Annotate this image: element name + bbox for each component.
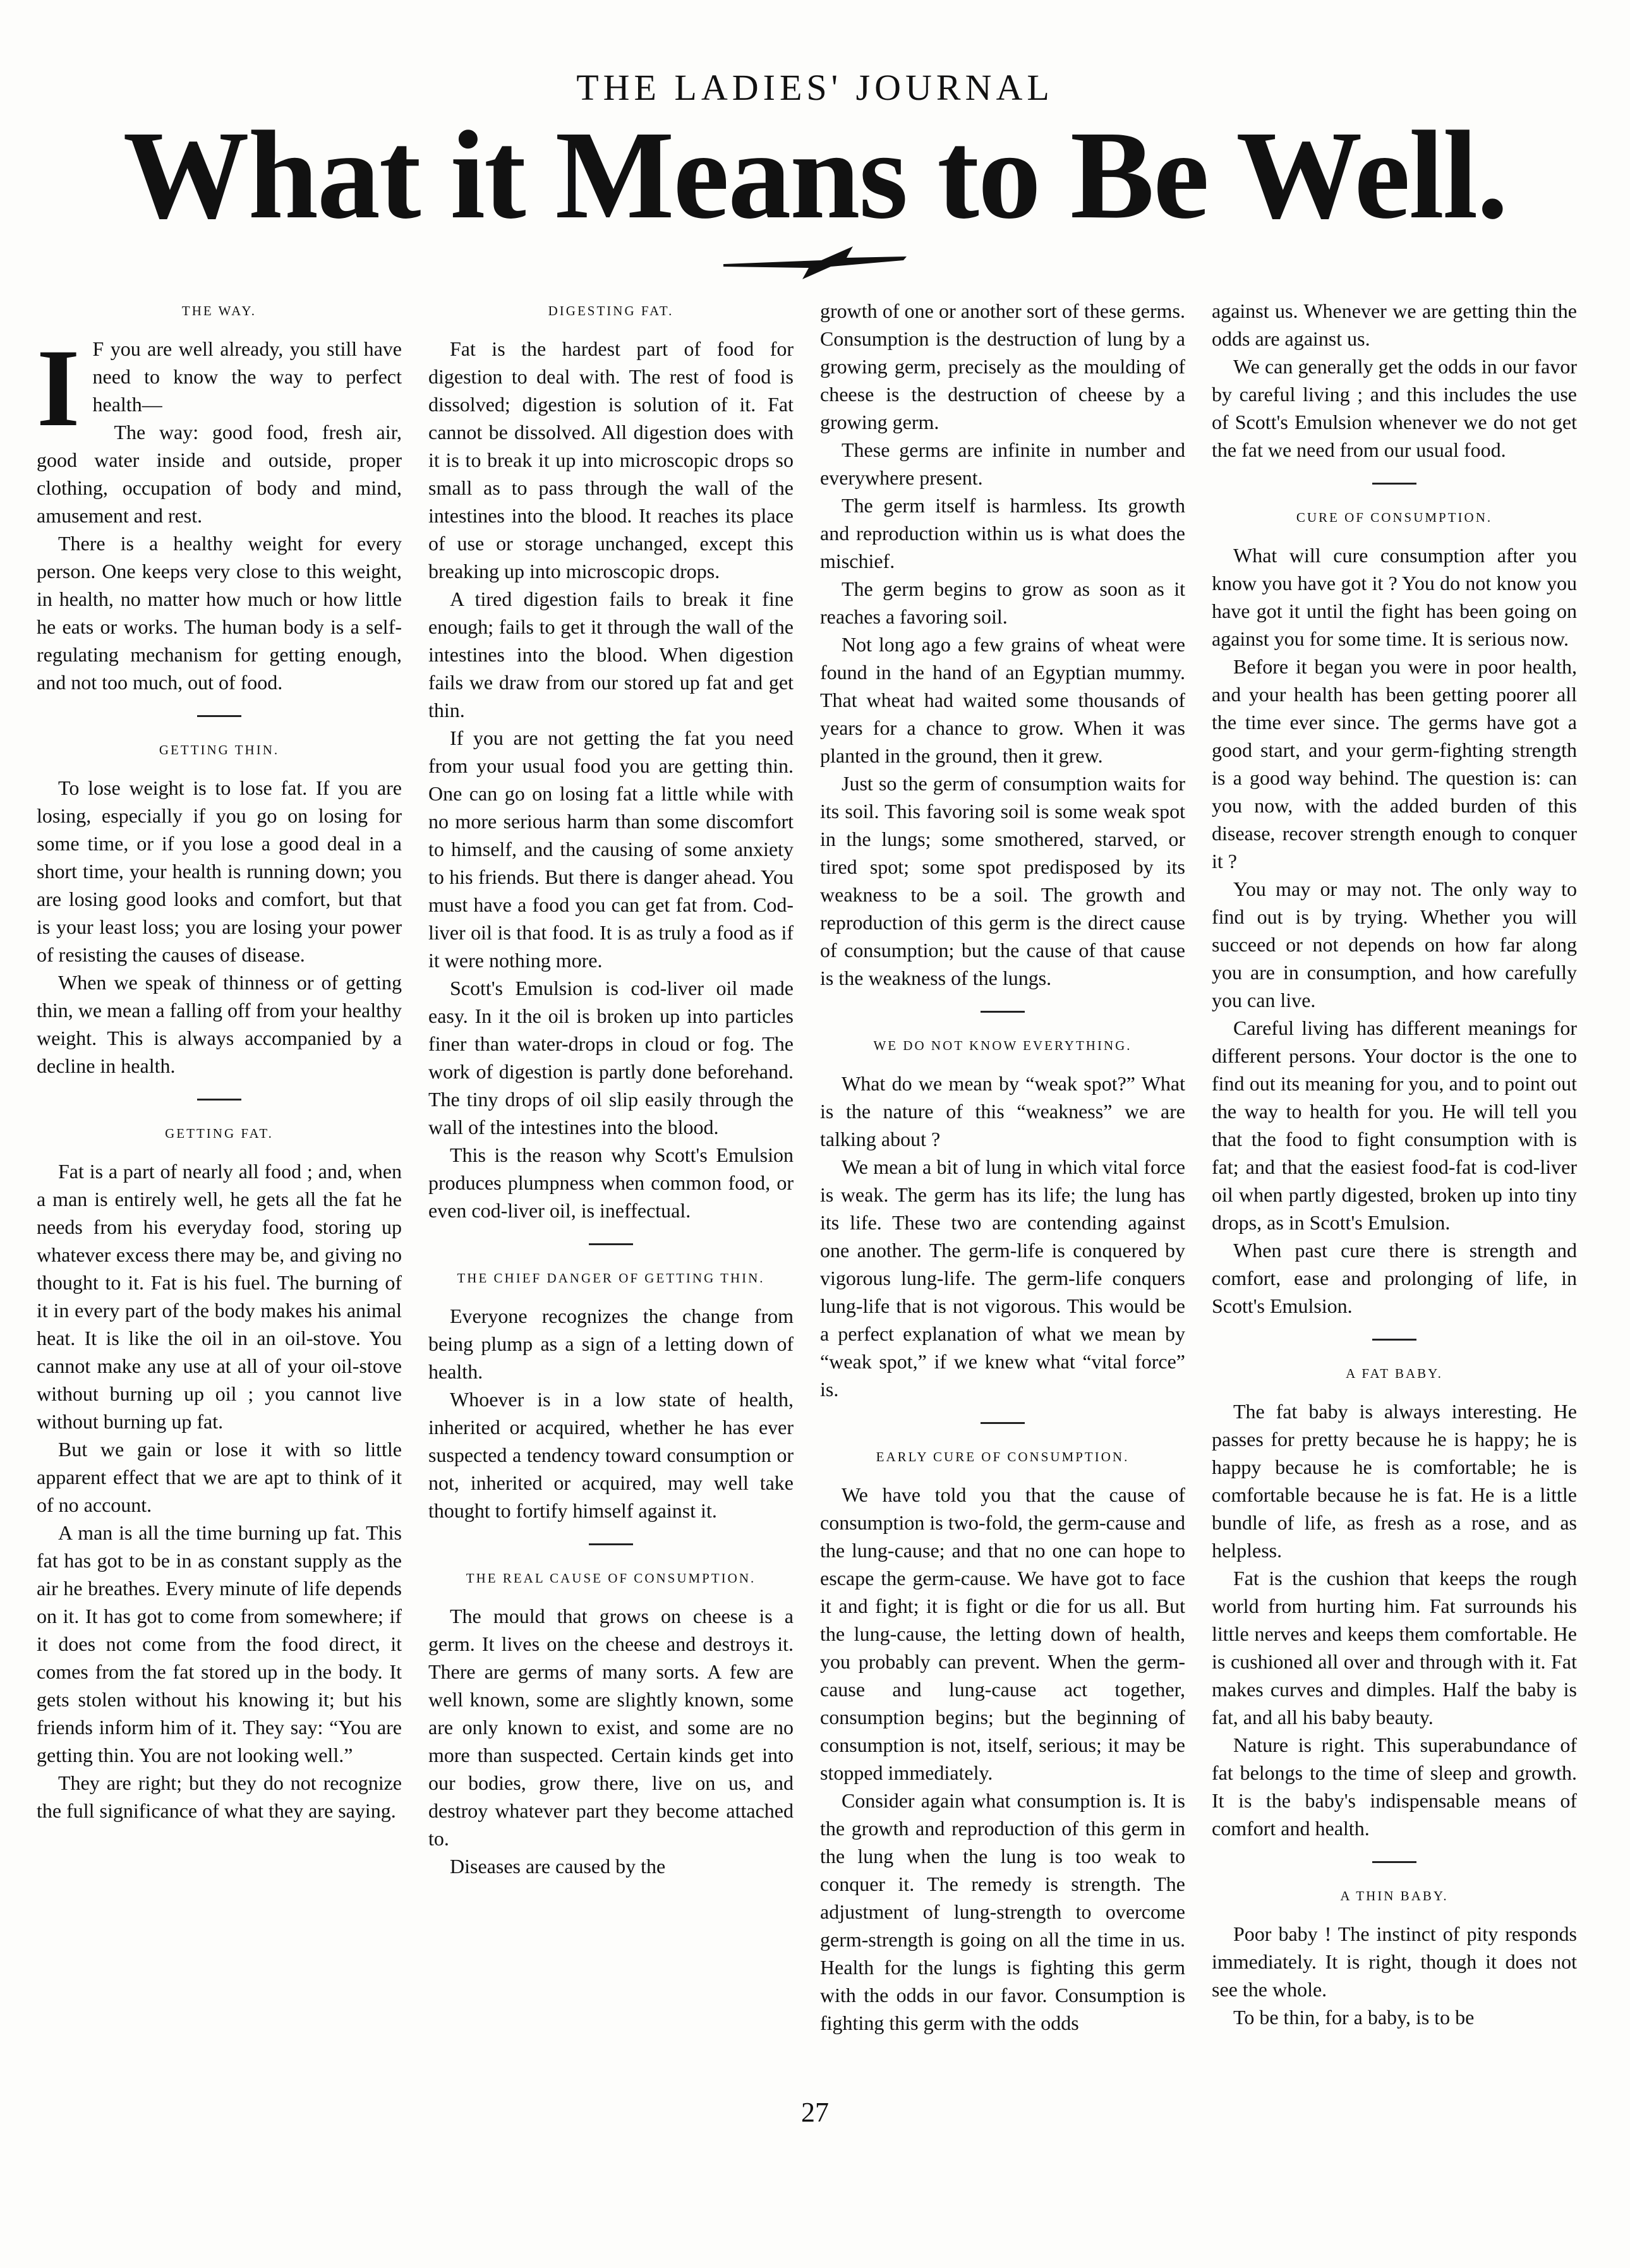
section-heading: WE DO NOT KNOW EVERYTHING. — [873, 1038, 1132, 1053]
paragraph: If you are not getting the fat you need from your usual food you are getting thin. One can go on losing fat a little while with no more serious harm than some discomfort to himself, and the causing of some anxiety to his friends. But there is danger ahead. You must have a food you can get fat from. Cod-liver oil is that food. It is as truly a food as if it were nothing more. — [428, 727, 794, 972]
paragraph: What do we mean by “weak spot?” What is the nature of this “weakness” we are talking about ? — [820, 1072, 1185, 1150]
paragraph: To be thin, for a baby, is to be — [1233, 2006, 1475, 2029]
article-title: What it Means to Be Well. — [123, 106, 1507, 245]
section-heading: A THIN BABY. — [1340, 1888, 1449, 1903]
paragraph: The way: good food, fresh air, good water inside and outside, proper clothing, occupation of body and mind, amusement and rest. — [37, 421, 402, 527]
article-body — [37, 297, 1591, 2104]
section-heading: GETTING THIN. — [159, 742, 280, 757]
section-divider — [981, 1011, 1025, 1013]
paragraph: The mould that grows on cheese is a germ. It lives on the cheese and destroys it. There are germs of many sorts. A few are well known, some are slightly known, some are only known to exist, and some are no more than suspected. Certain kinds get into our bodies, grow there, live on us, and destroy whatever part they become attached to. — [428, 1605, 794, 1850]
section-heading: GETTING FAT. — [165, 1126, 274, 1141]
paragraph: A tired digestion fails to break it fine enough; fails to get it through the wall of the intestines into the blood. When digestion fails we draw from our stored up fat and get thin. — [428, 588, 794, 721]
paragraph: Whoever is in a low state of health, inherited or acquired, whether he has ever suspected a tendency toward consumption or not, inherited or acquired, may well take thought to fortify himself against it. — [428, 1388, 794, 1522]
paragraph: These germs are infinite in number and everywhere present. — [820, 438, 1185, 489]
paragraph: What will cure consumption after you know you have got it ? You do not know you have got it until the fight has been going on against you for some time. It is serious now. — [1212, 544, 1577, 650]
paragraph: The germ itself is harmless. Its growth and reproduction within us is what does the mischief. — [820, 494, 1185, 572]
paragraph: Fat is the cushion that keeps the rough world from hurting him. Fat surrounds his little nerves and keeps them comfortable. He is cushioned all over and through with it. Fat makes curves and dimples. Half the baby is fat, and all his baby beauty. — [1212, 1567, 1577, 1728]
paragraph: Fat is the hardest part of food for digestion to deal with. The rest of food is dissolved; digestion is solution of it. Fat cannot be dissolved. All digestion does with it is to break it up into microscopic drops so small as to pass through the wall of the intestines into the blood. It reaches its place of use or storage unchanged, except this breaking up into microscopic drops. — [428, 337, 794, 582]
paragraph: We mean a bit of lung in which vital force is weak. The germ has its life; the lung has its life. These two are contending against one another. The germ-life is conquered by vigorous lung-life. The germ-life conquers lung-life that is not vigorous. This would be a perfect explanation of what we mean by “weak spot,” if we knew what “vital force” is. — [820, 1155, 1185, 1401]
paragraph: Before it began you were in poor health, and your health has been getting poorer all the time ever since. The germs have got a good start, and your germ-fighting strength is a good way behind. The question is: can you now, with the added burden of this disease, recover strength enough to conquer it ? — [1212, 655, 1577, 872]
text-column-1 — [37, 297, 402, 2104]
section-heading: EARLY CURE OF CONSUMPTION. — [876, 1449, 1130, 1464]
paragraph: A man is all the time burning up fat. This fat has got to be in as constant supply as the air he breathes. Every minute of life depends on it. It has got to come from somewhere; if it does not come from the food direct, it comes from the fat stored up in the body. It gets stolen without his knowing it; but his friends inform him of it. They say: “You are getting thin. You are not looking well.” — [37, 1521, 402, 1766]
section-divider — [1372, 1339, 1416, 1341]
paragraph: When past cure there is strength and comfort, ease and prolonging of life, in Scott's Emulsion. — [1212, 1239, 1577, 1317]
paragraph: Diseases are caused by the — [450, 1855, 666, 1878]
paragraph: Everyone recognizes the change from being plump as a sign of a letting down of health. — [428, 1305, 794, 1383]
paragraph: They are right; but they do not recognize the full significance of what they are saying. — [37, 1771, 402, 1822]
section-divider — [589, 1543, 633, 1545]
paragraph: Not long ago a few grains of wheat were found in the hand of an Egyptian mummy. That wheat had waited some thousands of years for a chance to grow. When it was planted in the ground, then it grew. — [820, 633, 1185, 767]
paragraph: Nature is right. This superabundance of fat belongs to the time of sleep and growth. It is the baby's indispensable means of comfort and health. — [1212, 1734, 1577, 1840]
section-divider — [197, 715, 241, 717]
paragraph: We have told you that the cause of consumption is two-fold, the germ-cause and the lung-cause; and that no one can hope to escape the germ-cause. We have got to face it and fight; it is fight or die for us all. But the lung-cause, the letting down of health, you probably can prevent. When the germ-cause and lung-cause act together, consumption begins; but the beginning of consumption is not, itself, serious; it may be stopped immediately. — [820, 1483, 1185, 1784]
text-column-3 — [820, 297, 1185, 2104]
paragraph: Scott's Emulsion is cod-liver oil made easy. In it the oil is broken up into particles finer than water-drops in cloud or fog. The work of digestion is partly done beforehand. The tiny drops of oil slip easily through the wall of the intestines into the blood. — [428, 977, 794, 1138]
journal-name: THE LADIES' JOURNAL — [576, 67, 1054, 108]
paragraph: The fat baby is always interesting. He passes for pretty because he is happy; he is happy because he is comfortable; he is comfortable because he is fat. He is a little bundle of life, as fresh as a rose, and as helpless. — [1212, 1400, 1577, 1562]
section-divider — [197, 1099, 241, 1101]
paragraph: When we speak of thinness or of getting thin, we mean a falling off from your healthy weight. This is always accompanied by a decline in health. — [37, 971, 402, 1077]
paragraph: F you are well already, you still have need to know the way to perfect health— — [92, 337, 402, 416]
section-divider — [981, 1422, 1025, 1424]
section-divider — [1372, 483, 1416, 485]
title-ornament — [720, 239, 910, 283]
paragraph: Just so the germ of consumption waits for its soil. This favoring soil is some weak spot in the lungs; some smothered, starved, or tired spot; some spot predisposed by its weakness to be a soil. The growth and reproduction of this germ is the direct cause of consumption; but the cause of that cause is the weakness of the lungs. — [820, 772, 1185, 989]
section-heading: THE CHIEF DANGER OF GETTING THIN. — [457, 1270, 765, 1286]
paragraph: To lose weight is to lose fat. If you are losing, especially if you go on losing for some time, or if you lose a good deal in a short time, your health is running down; you are losing good looks and comfort, but that is your least loss; you are losing your power of resisting the causes of disease. — [37, 776, 402, 966]
paragraph: You may or may not. The only way to find out is by trying. Whether you will succeed or not depends on how far along you are in consumption, and how carefully you can live. — [1212, 878, 1577, 1011]
paragraph: But we gain or lose it with so little apparent effect that we are apt to think of it of no account. — [37, 1438, 402, 1516]
paragraph: We can generally get the odds in our favor by careful living ; and this includes the use of Scott's Emulsion whenever we do not get the fat we need from our usual food. — [1212, 355, 1577, 461]
section-heading: A FAT BABY. — [1346, 1366, 1443, 1381]
section-divider — [589, 1243, 633, 1245]
page-number: 27 — [801, 2097, 829, 2128]
paragraph: growth of one or another sort of these germs. Consumption is the destruction of lung by a growing germ, precisely as the moulding of cheese is the destruction of cheese by a growing germ. — [820, 299, 1185, 433]
paragraph: Consider again what consumption is. It is the growth and reproduction of this germ in the lung when the lung is too weak to conquer it. The remedy is strength. The adjustment of lung-strength to overcome germ-strength is going on all the time in us. Health for the lungs is fighting this germ with the odds in our favor. Consumption is fighting this germ with the odds — [820, 1789, 1185, 2034]
paragraph: The germ begins to grow as soon as it reaches a favoring soil. — [820, 577, 1185, 628]
text-column-2 — [428, 297, 794, 2104]
drop-cap: I — [37, 327, 80, 450]
paragraph: Fat is a part of nearly all food ; and, when a man is entirely well, he gets all the fat he needs from his everyday food, storing up whatever excess there may be, and giving no thought to it. Fat is his fuel. The burning of it in every part of the body makes his animal heat. It is like the oil in an oil-stove. You cannot make any use at all of your oil-stove without burning up oil ; you cannot live without burning up fat. — [37, 1160, 402, 1433]
paragraph: Careful living has different meanings for different persons. Your doctor is the one to find out its meaning for you, and to point out the way to health for you. He will tell you that the food to fight consumption with is fat; and that the easiest food-fat is cod-liver oil when partly digested, broken up into tiny drops, as in Scott's Emulsion. — [1212, 1016, 1577, 1234]
paragraph: against us. Whenever we are getting thin the odds are against us. — [1212, 299, 1577, 350]
section-divider — [1372, 1861, 1416, 1863]
section-heading: DIGESTING FAT. — [548, 303, 674, 318]
section-heading: THE REAL CAUSE OF CONSUMPTION. — [466, 1571, 756, 1586]
paragraph: This is the reason why Scott's Emulsion produces plumpness when common food, or even cod-liver oil, is ineffectual. — [428, 1143, 794, 1222]
paragraph: Poor baby ! The instinct of pity responds immediately. It is right, though it does not see the whole. — [1212, 1922, 1577, 2001]
section-heading: THE WAY. — [181, 303, 257, 318]
text-column-4 — [1212, 297, 1577, 2104]
paragraph: There is a healthy weight for every person. One keeps very close to this weight, in health, no matter how much or how little he eats or works. The human body is a self-regulating mechanism for getting enough, and not too much, out of food. — [37, 532, 402, 694]
section-heading: CURE OF CONSUMPTION. — [1296, 510, 1493, 525]
